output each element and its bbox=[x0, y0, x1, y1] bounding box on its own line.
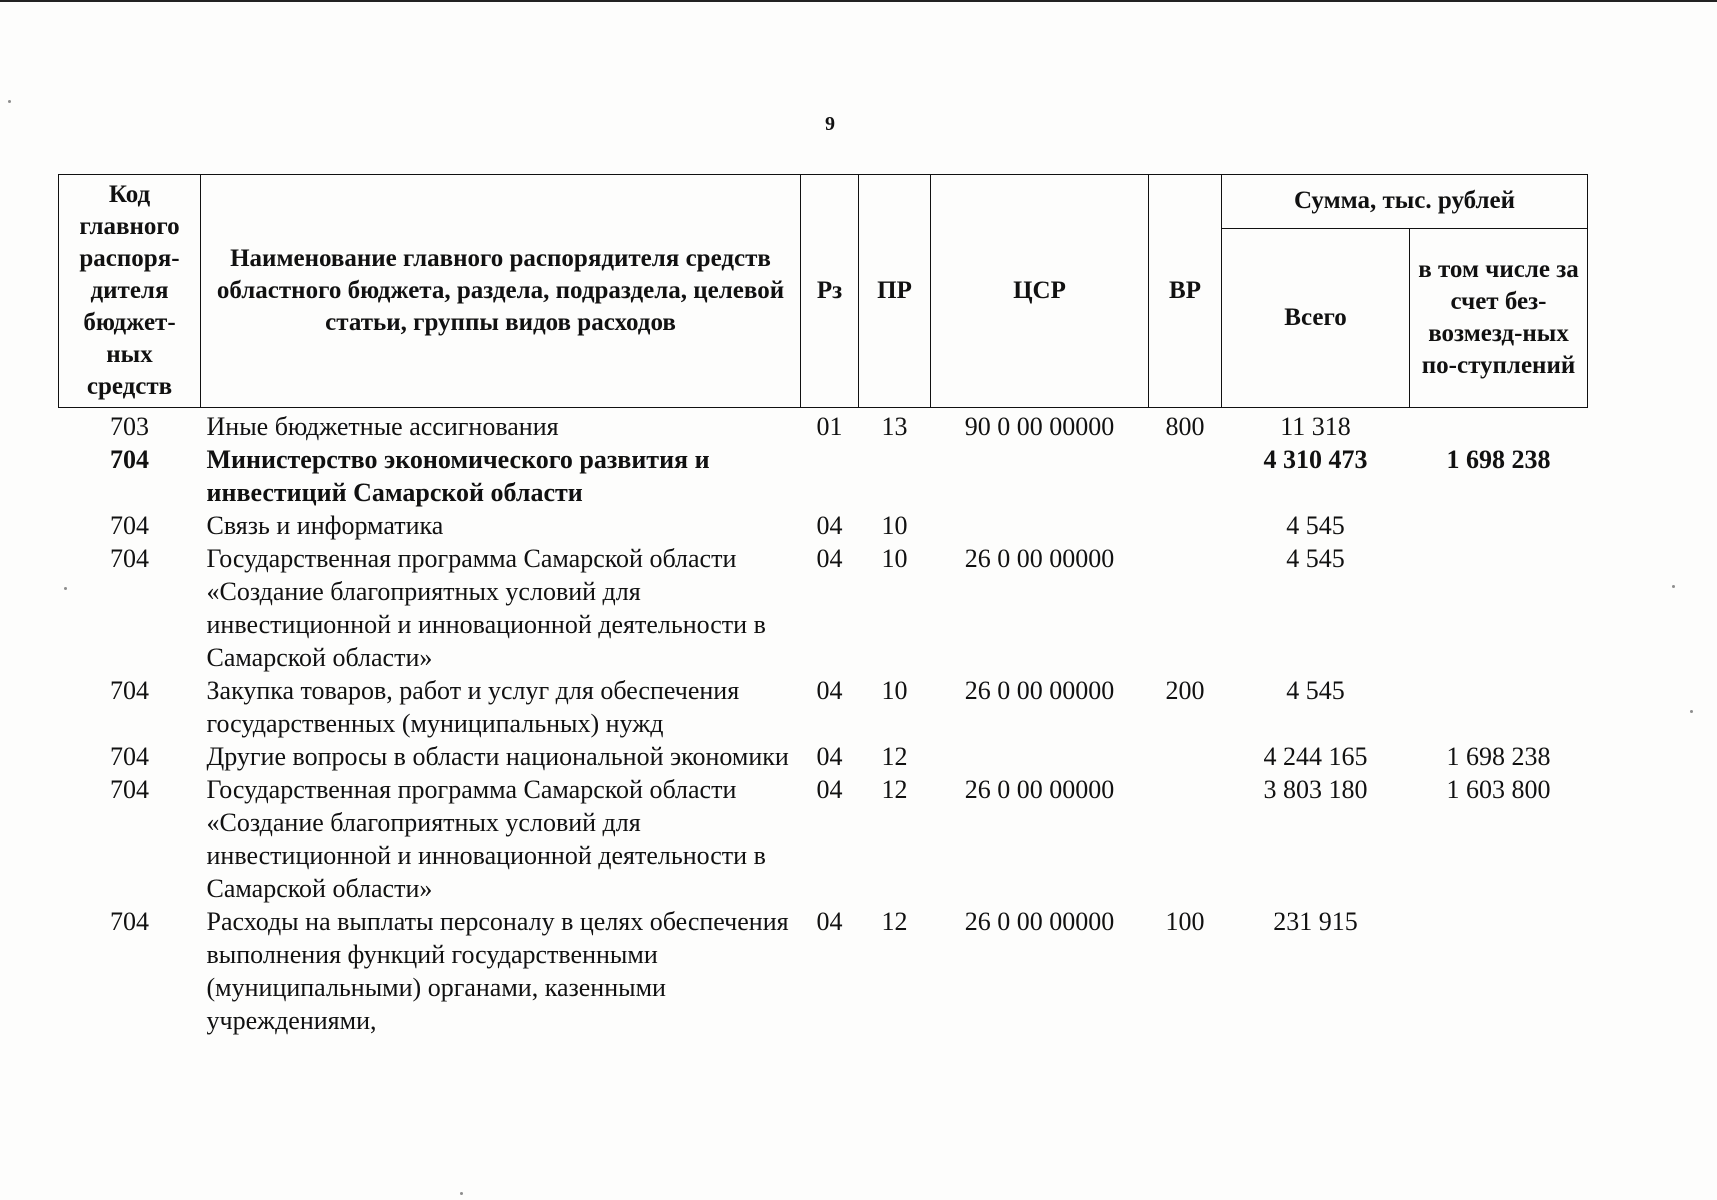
cell-rz bbox=[801, 443, 859, 509]
cell-pr: 10 bbox=[881, 544, 908, 573]
cell-vr: 800 bbox=[1165, 412, 1205, 441]
cell-free bbox=[1410, 509, 1588, 542]
table-header bbox=[59, 175, 1588, 408]
table-row bbox=[59, 509, 1588, 542]
cell-name: Государственная программа Самарской области «Создание благоприятных условий для инвестиционной и инновационной деятельности в Самарской области» bbox=[206, 544, 766, 672]
cell-free bbox=[1410, 905, 1588, 1037]
cell-csr: 26 0 00 00000 bbox=[964, 544, 1115, 573]
scan-speck bbox=[1690, 710, 1693, 713]
cell-total: 4 545 bbox=[1286, 544, 1345, 573]
cell-vr bbox=[1149, 740, 1222, 773]
table-row bbox=[59, 674, 1588, 740]
page-number: 9 bbox=[825, 113, 835, 135]
cell-name: Другие вопросы в области национальной экономики bbox=[206, 742, 789, 771]
table-row bbox=[59, 408, 1588, 444]
cell-name: Связь и информатика bbox=[206, 511, 444, 540]
table-row bbox=[59, 905, 1588, 1037]
cell-rz: 01 bbox=[816, 412, 843, 441]
cell-code: 704 bbox=[110, 445, 149, 474]
table-row bbox=[59, 740, 1588, 773]
scan-speck bbox=[460, 1192, 463, 1195]
scan-speck bbox=[64, 587, 67, 590]
cell-pr: 10 bbox=[881, 676, 908, 705]
cell-total: 4 244 165 bbox=[1263, 742, 1368, 771]
budget-table bbox=[58, 174, 1588, 1037]
cell-code: 704 bbox=[110, 907, 149, 936]
cell-rz: 04 bbox=[816, 742, 843, 771]
cell-total: 11 318 bbox=[1280, 412, 1351, 441]
top-border-line bbox=[0, 0, 1717, 2]
cell-pr: 12 bbox=[881, 742, 908, 771]
cell-csr: 26 0 00 00000 bbox=[964, 907, 1115, 936]
cell-pr: 13 bbox=[881, 412, 908, 441]
cell-rz: 04 bbox=[816, 544, 843, 573]
cell-name: Министерство экономического развития и инвестиций Самарской области bbox=[206, 445, 710, 507]
cell-free: 1 698 238 bbox=[1446, 445, 1551, 474]
cell-name: Расходы на выплаты персоналу в целях обеспечения выполнения функций государственными (муниципальными) органами, казенными учреждениями, bbox=[206, 907, 789, 1035]
cell-code: 704 bbox=[110, 676, 149, 705]
cell-total: 4 545 bbox=[1286, 511, 1345, 540]
cell-free: 1 698 238 bbox=[1446, 742, 1551, 771]
header-code: Код главного распоря-дителя бюджет-ных средств bbox=[59, 175, 201, 408]
cell-free bbox=[1410, 674, 1588, 740]
cell-vr: 100 bbox=[1165, 907, 1205, 936]
cell-total: 231 915 bbox=[1273, 907, 1358, 936]
table-body bbox=[59, 408, 1588, 1038]
cell-vr bbox=[1149, 443, 1222, 509]
cell-csr: 26 0 00 00000 bbox=[964, 676, 1115, 705]
cell-vr bbox=[1149, 509, 1222, 542]
table-row bbox=[59, 542, 1588, 674]
cell-total: 4 310 473 bbox=[1263, 445, 1368, 474]
cell-name: Закупка товаров, работ и услуг для обеспечения государственных (муниципальных) нужд bbox=[206, 676, 740, 738]
header-name: Наименование главного распорядителя средств областного бюджета, раздела, подраздела, целевой статьи, группы видов расходов bbox=[201, 175, 801, 408]
cell-pr: 12 bbox=[881, 907, 908, 936]
header-pr: ПР bbox=[859, 175, 931, 408]
cell-csr: 90 0 00 00000 bbox=[964, 412, 1115, 441]
scan-speck bbox=[1672, 585, 1675, 588]
cell-rz: 04 bbox=[816, 907, 843, 936]
cell-code: 704 bbox=[110, 742, 149, 771]
cell-csr bbox=[931, 740, 1149, 773]
cell-code: 704 bbox=[110, 544, 149, 573]
cell-csr bbox=[931, 509, 1149, 542]
table-row bbox=[59, 773, 1588, 905]
header-csr: ЦСР bbox=[931, 175, 1149, 408]
cell-code: 703 bbox=[110, 412, 149, 441]
cell-name: Иные бюджетные ассигнования bbox=[206, 412, 559, 441]
cell-rz: 04 bbox=[816, 775, 843, 804]
cell-vr bbox=[1149, 542, 1222, 674]
cell-rz: 04 bbox=[816, 511, 843, 540]
cell-vr: 200 bbox=[1165, 676, 1205, 705]
cell-rz: 04 bbox=[816, 676, 843, 705]
cell-code: 704 bbox=[110, 511, 149, 540]
cell-csr: 26 0 00 00000 bbox=[964, 775, 1115, 804]
header-vr: ВР bbox=[1149, 175, 1222, 408]
cell-csr bbox=[931, 443, 1149, 509]
cell-code: 704 bbox=[110, 775, 149, 804]
header-total: Всего bbox=[1222, 228, 1410, 407]
header-free: в том числе за счет без-возмезд-ных по-ступлений bbox=[1410, 228, 1588, 407]
cell-pr: 12 bbox=[881, 775, 908, 804]
cell-pr: 10 bbox=[881, 511, 908, 540]
cell-free bbox=[1410, 408, 1588, 444]
header-sum-group: Сумма, тыс. рублей bbox=[1222, 175, 1588, 229]
cell-free bbox=[1410, 542, 1588, 674]
cell-free: 1 603 800 bbox=[1446, 775, 1551, 804]
cell-pr bbox=[859, 443, 931, 509]
cell-vr bbox=[1149, 773, 1222, 905]
header-rz: Рз bbox=[801, 175, 859, 408]
cell-total: 4 545 bbox=[1286, 676, 1345, 705]
table-row bbox=[59, 443, 1588, 509]
cell-total: 3 803 180 bbox=[1263, 775, 1368, 804]
cell-name: Государственная программа Самарской области «Создание благоприятных условий для инвестиционной и инновационной деятельности в Самарской области» bbox=[206, 775, 766, 903]
scan-speck bbox=[8, 100, 11, 103]
